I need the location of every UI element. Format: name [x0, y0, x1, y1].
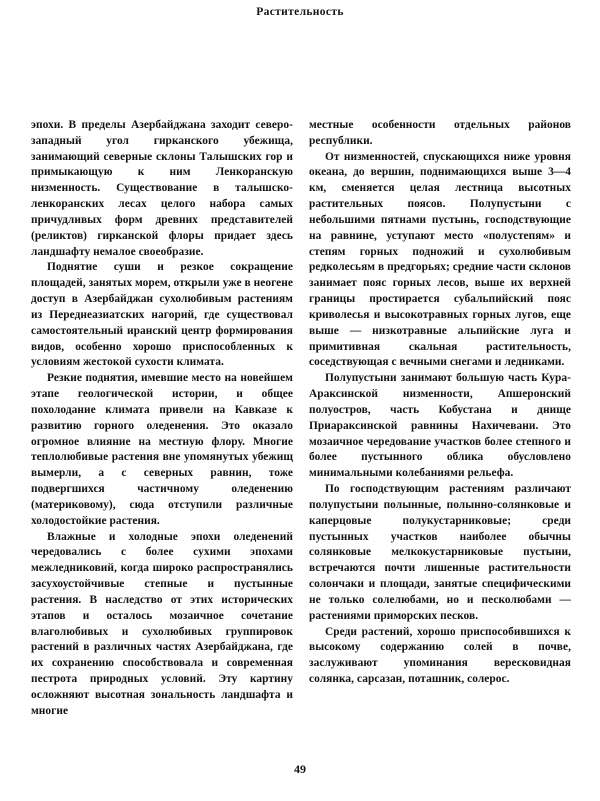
paragraph: эпохи. В пределы Азербайджана заходит северо-западный угол гирканского убежища, занимающий северные склоны Талышских гор и примыкающую к ним Ленкоранскую низменность. Существование в талышско-ленкоранских лесах целого набора самых причудливых форм древних представителей (реликтов) гирканской флоры придает здесь ландшафту немалое своеобразие. — [31, 119, 293, 258]
left-column — [31, 118, 293, 719]
paragraph: Поднятие суши и резкое сокращение площадей, занятых морем, открыли уже в неогене доступ в Азербайджан сухолюбивым растениям из Переднеазиатских нагорий, где существовал самостоятельный иранский центр формирования видов, особенно хорошо приспособленных к условиям жестокой сухости климата. — [31, 261, 293, 369]
page-number: 49 — [294, 762, 306, 776]
paragraph: Полупустыни занимают большую часть Кура-Араксинской низменности, Апшеронский полуостров, часть Кобустана и днище Приараксинской равнины Нахичевани. Это мозаичное чередование участков более степного и более пустынного облика обусловлено минимальными колебаниями рельефа. — [309, 372, 571, 480]
running-head: Растительность — [256, 6, 344, 18]
right-column — [309, 118, 571, 719]
paragraph: По господствующим растениям различают полупустыни полынные, полынно-солянковые и каперцовые полукустарниковые; среди пустынных участков наиболее обычны солянковые мелкокустарниковые пустыни, встречаются почти лишенные растительности солончаки и площади, занятые специфическими не только солелюбами, но и песколюбами — растениями приморских песков. — [309, 483, 571, 622]
paragraph: местные особенности отдельных районов республики. — [309, 119, 571, 147]
paragraph: Среди растений, хорошо приспособившихся к высокому содержанию солей в почве, заслуживают упоминания вересковидная солянка, сарсазан, поташник, солерос. — [309, 625, 571, 685]
paragraph: От низменностей, спускающихся ниже уровня океана, до вершин, поднимающихся выше 3—4 км, сменяется целая лестница высотных растительных поясов. Полупустыни с небольшими пятнами пустынь, господствующие на равнине, уступают место «полустепям» и степям горных подножий и сухолюбивым редколесьям в предгорьях; средние части склонов занимает пояс горных лесов, выше их верхней границы простирается субальпийский пояс криволесья и высокотравных горных лугов, еще выше — низкотравные альпийские луга и примитивная скальная растительность, соседствующая с вечными снегами и ледниками. — [309, 150, 571, 369]
paragraph: Влажные и холодные эпохи оледенений чередовались с более сухими эпохами межледниковий, когда широко распространялись засухоустойчивые степные и пустынные растения. В наследство от этих исторических этапов и осталось мозаичное сочетание влаголюбивых и сухолюбивых группировок растений в различных частях Азербайджана, где их сохранению способствовала и современная пестрота природных условий. Эту картину осложняют высотная зональность ландшафта и многие — [31, 530, 293, 717]
paragraph: Резкие поднятия, имевшие место на новейшем этапе геологической истории, и общее похолодание климата привели на Кавказе к развитию горного оледенения. Это оказало огромное влияние на местную флору. Многие теплолюбивые растения вне упомянутых убежищ вымерли, а с северных равнин, тоже подвергшихся частичному оледенению (материковому), сюда отступили различные холодостойкие растения. — [31, 372, 293, 527]
text-body — [31, 118, 571, 719]
